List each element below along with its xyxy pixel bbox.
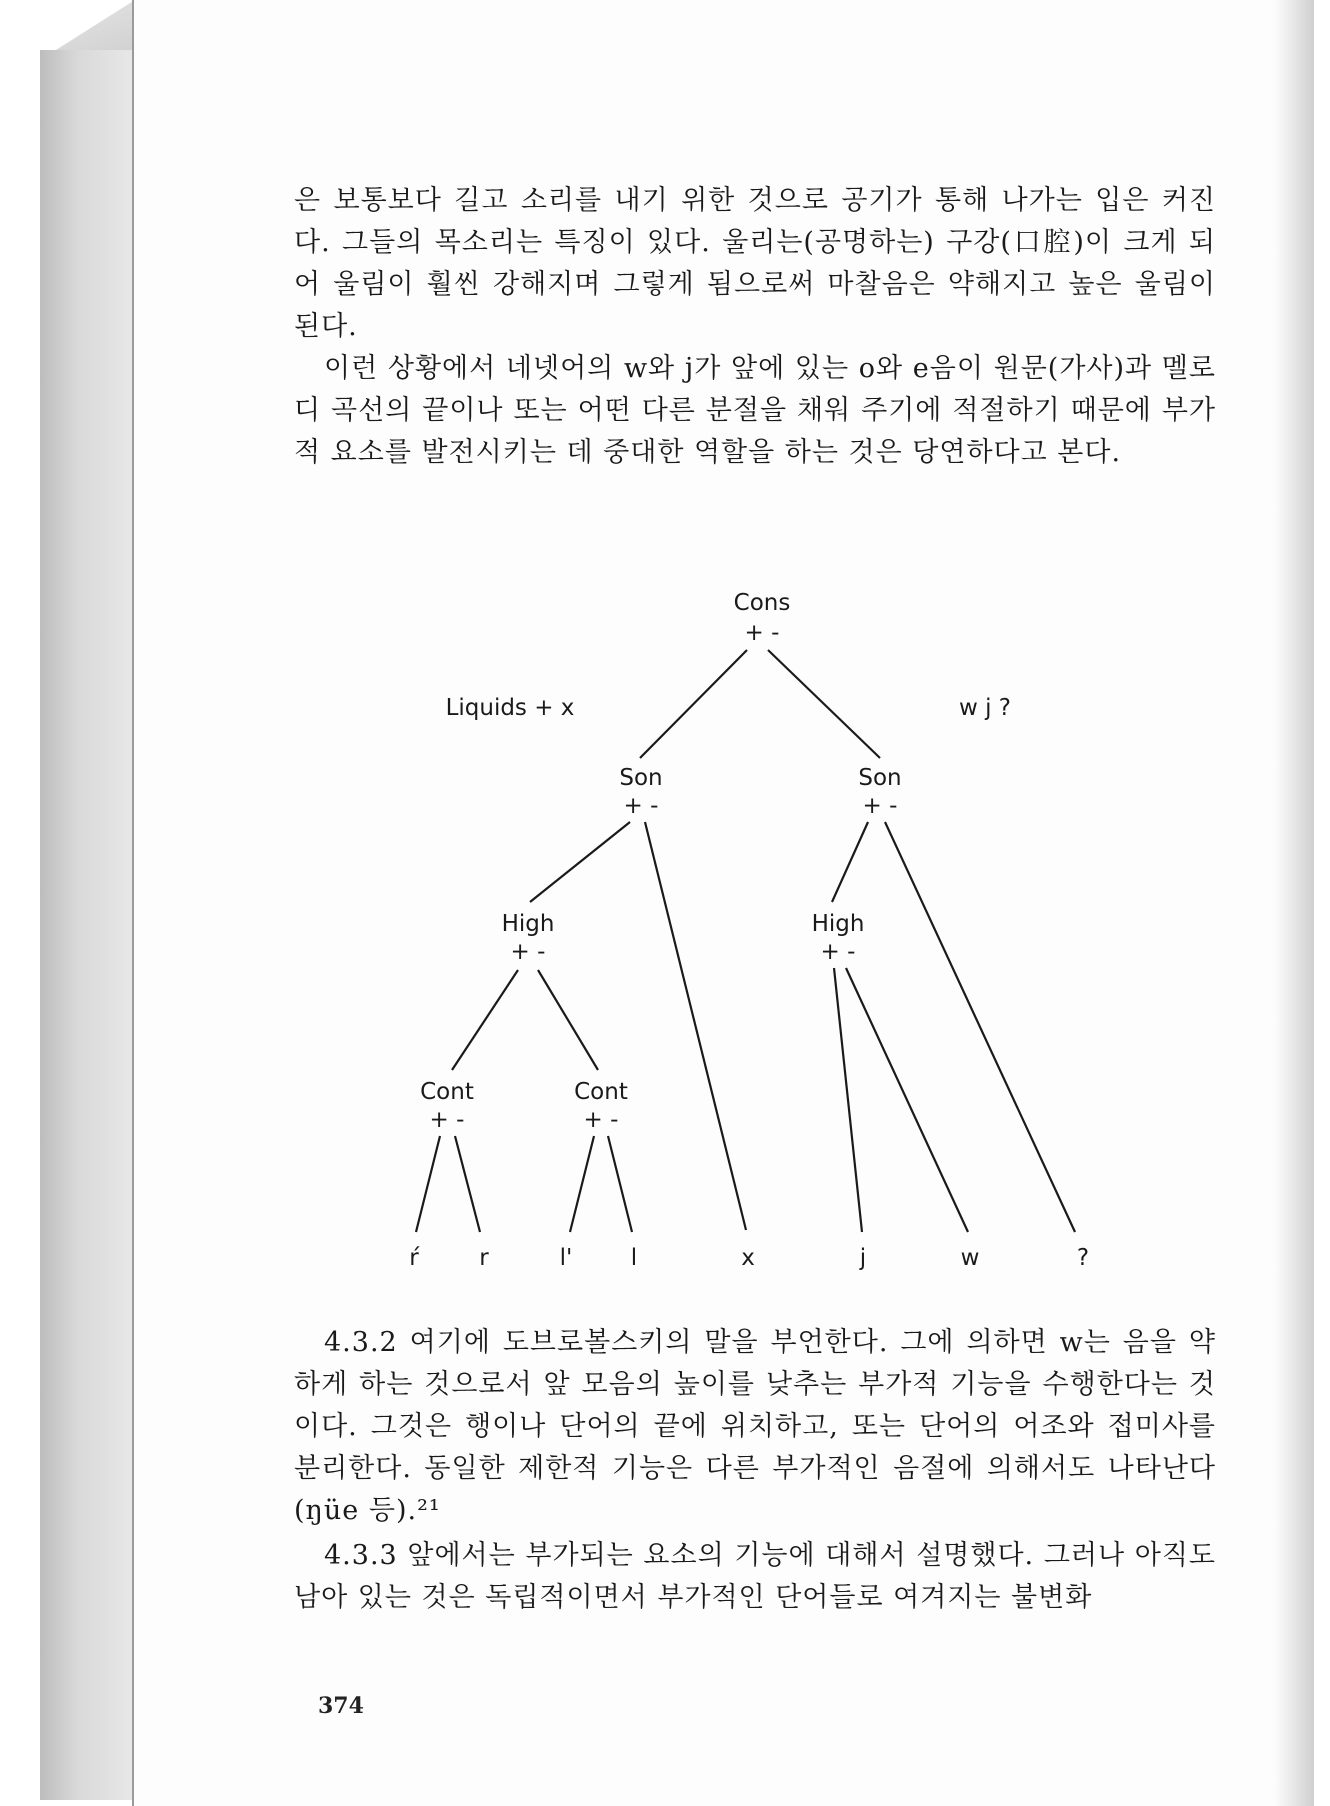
node-son-left-label: Son — [619, 765, 663, 791]
node-son-right-label: Son — [858, 765, 902, 791]
node-cont-right-signs: + - — [583, 1107, 619, 1133]
leaf-l: l — [630, 1245, 638, 1271]
note-liquids: Liquids + x — [445, 695, 575, 721]
node-son-left-signs: + - — [623, 793, 659, 819]
node-high-left-signs: + - — [510, 939, 546, 965]
leaf-glottal: ? — [1076, 1245, 1090, 1271]
paragraph-2: 이런 상황에서 네넷어의 w와 j가 앞에 있는 o와 e음이 원문(가사)과 멜로디 곡선의 끝이나 또는 어떤 다른 분절을 채워 주기에 적절하기 때문에 부가적 요소를 발전시키는 데 중대한 역할을 하는 것은 당연하다고 본다. — [294, 353, 1216, 468]
paragraph-3: 4.3.2 여기에 도브로볼스키의 말을 부언한다. 그에 의하면 w는 음을 약하게 하는 것으로서 앞 모음의 높이를 낮추는 부가적 기능을 수행한다는 것이다. 그것은 행이나 단어의 끝에 위치하고, 또는 단어의 어조와 접미사를 분리한다. 동일한 제한적 기능은 다른 부가적인 음절에 의해서도 나타난다(ŋüe 등).²¹ — [294, 1327, 1216, 1526]
edge-cons-son-left — [640, 650, 747, 758]
node-cont-right-label: Cont — [574, 1079, 628, 1105]
node-high-right-label: High — [811, 911, 865, 937]
edge-cons-son-right — [768, 650, 880, 758]
node-cont-left-signs: + - — [429, 1107, 465, 1133]
paragraph-1: 은 보통보다 길고 소리를 내기 위한 것으로 공기가 통해 나가는 입은 커진다. 그들의 목소리는 특징이 있다. 울리는(공명하는) 구강(口腔)이 크게 되어 울림이 훨씬 강해지며 그렇게 됨으로써 마찰음은 약해지고 높은 울림이 된다. — [294, 185, 1216, 342]
node-high-right-signs: + - — [820, 939, 856, 965]
leaf-w: w — [960, 1245, 980, 1271]
edge-high-left-cont-left — [452, 970, 518, 1070]
node-high-left-label: High — [501, 911, 555, 937]
leaf-x: x — [741, 1245, 755, 1271]
node-son-right-signs: + - — [862, 793, 898, 819]
leaf-r-soft: ŕ — [409, 1245, 419, 1271]
edge-son-right-high — [832, 822, 868, 902]
node-cont-left-label: Cont — [420, 1079, 474, 1105]
edge-high-right-j — [834, 968, 862, 1232]
edge-son-left-high — [530, 822, 630, 902]
note-w-j: w j ? — [958, 695, 1012, 721]
edge-high-left-cont-right — [538, 970, 598, 1070]
page-number: 374 — [318, 1693, 364, 1719]
edge-son-right-glottal — [885, 822, 1075, 1232]
edge-cont-left-r-soft — [416, 1136, 440, 1232]
edge-cont-right-l-soft — [570, 1136, 594, 1232]
edge-son-left-x — [645, 822, 746, 1230]
edge-cont-left-r — [455, 1136, 480, 1232]
edge-cont-right-l — [608, 1136, 632, 1232]
edge-high-right-w — [846, 968, 968, 1232]
node-cons-signs: + - — [744, 620, 780, 646]
node-cons-label: Cons — [733, 590, 791, 616]
leaf-j: j — [859, 1245, 867, 1271]
leaf-l-soft: l' — [559, 1245, 573, 1271]
paragraph-4: 4.3.3 앞에서는 부가되는 요소의 기능에 대해서 설명했다. 그러나 아직도 남아 있는 것은 독립적이면서 부가적인 단어들로 여겨지는 불변화 — [294, 1540, 1216, 1613]
leaf-r: r — [479, 1245, 489, 1271]
